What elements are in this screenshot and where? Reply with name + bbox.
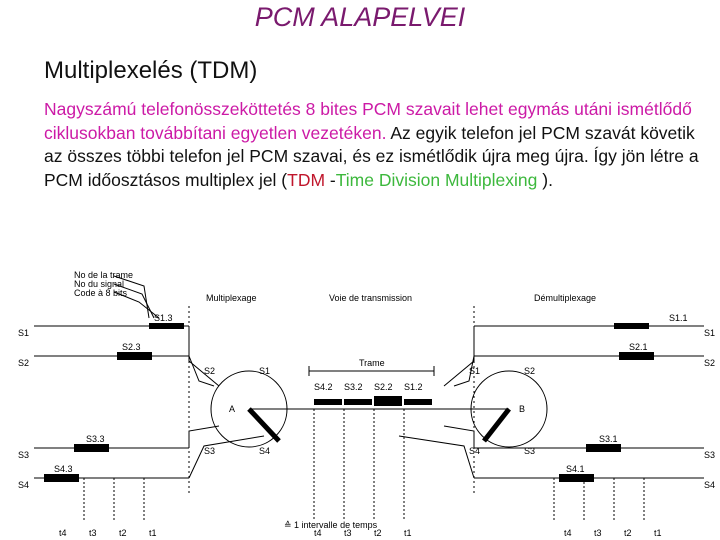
time-right-1: t4 (564, 528, 572, 538)
slide-subtitle: Multiplexelés (TDM) (44, 57, 258, 84)
para-highlight: Nagyszámú telefonösszeköttetés 8 bites PCM szavait lehet egymás utáni ismétlődő ciklusokban továbbítani egyetlen vezetéken. (44, 99, 692, 143)
left-s2: S2 (18, 358, 30, 368)
label-code: Code à 8 bits (74, 288, 128, 298)
para-end: ). (537, 169, 553, 190)
switch-right-s1: S1 (469, 366, 481, 376)
time-right-4: t1 (654, 528, 662, 538)
label-no-signal: No du signal (74, 279, 125, 289)
frame-slot-2: S3.2 (344, 382, 363, 392)
time-right-3: t2 (624, 528, 632, 538)
label-trame: Trame (359, 358, 385, 368)
para-dash: - (325, 169, 336, 190)
time-mid-4: t1 (404, 528, 412, 538)
left-s1: S1 (18, 328, 30, 338)
time-mid-2: t3 (344, 528, 352, 538)
demux-sample-3: S3.1 (599, 434, 618, 444)
demux-sample-1: S1.1 (669, 313, 688, 323)
right-s4: S4 (704, 480, 716, 490)
tdm-diagram (14, 266, 720, 540)
time-right-2: t3 (594, 528, 602, 538)
label-b: B (519, 404, 526, 414)
right-s2: S2 (704, 358, 716, 368)
mux-sample-2: S2.3 (122, 342, 141, 352)
left-s3: S3 (18, 450, 30, 460)
frame-slot-1: S4.2 (314, 382, 333, 392)
time-mid-3: t2 (374, 528, 382, 538)
time-left-3: t2 (119, 528, 127, 538)
label-multiplexage: Multiplexage (206, 293, 257, 303)
right-s1: S1 (704, 328, 716, 338)
label-voie: Voie de transmission (329, 293, 413, 303)
switch-right-s4: S4 (469, 446, 481, 456)
right-s3: S3 (704, 450, 716, 460)
time-left-1: t4 (59, 528, 67, 538)
switch-right-s3: S3 (524, 446, 536, 456)
body-paragraph (44, 98, 704, 192)
switch-right-s2: S2 (524, 366, 536, 376)
para-tdm: TDM (287, 169, 326, 190)
switch-left-s3: S3 (204, 446, 216, 456)
time-left-4: t1 (149, 528, 157, 538)
mux-sample-3: S3.3 (86, 434, 105, 444)
frame-slot-3: S2.2 (374, 382, 393, 392)
mux-sample-4: S4.3 (54, 464, 73, 474)
time-mid-1: t4 (314, 528, 322, 538)
left-s4: S4 (18, 480, 30, 490)
demux-sample-2: S2.1 (629, 342, 648, 352)
para-tdm-expansion: Time Division Multiplexing (335, 169, 538, 190)
mux-sample-1: S1.3 (154, 313, 173, 323)
time-left-2: t3 (89, 528, 97, 538)
label-interval: ≙ 1 intervalle de temps (284, 520, 378, 530)
slide-title: PCM ALAPELVEI (254, 2, 466, 32)
demux-sample-4: S4.1 (566, 464, 585, 474)
label-a: A (229, 404, 236, 414)
switch-left-s4: S4 (259, 446, 271, 456)
switch-left-s2: S2 (204, 366, 216, 376)
label-demultiplexage: Démultiplexage (534, 293, 597, 303)
label-no-trame: No de la trame (74, 270, 134, 280)
para-text: Az egyik telefon jel PCM szavát követik az összes többi telefon jel PCM szavai, és ez ismétlődik újra meg újra. Így jön létre a PCM időosztásos multiplex jel ( (44, 122, 699, 190)
switch-left-s1: S1 (259, 366, 271, 376)
frame-slot-4: S1.2 (404, 382, 423, 392)
